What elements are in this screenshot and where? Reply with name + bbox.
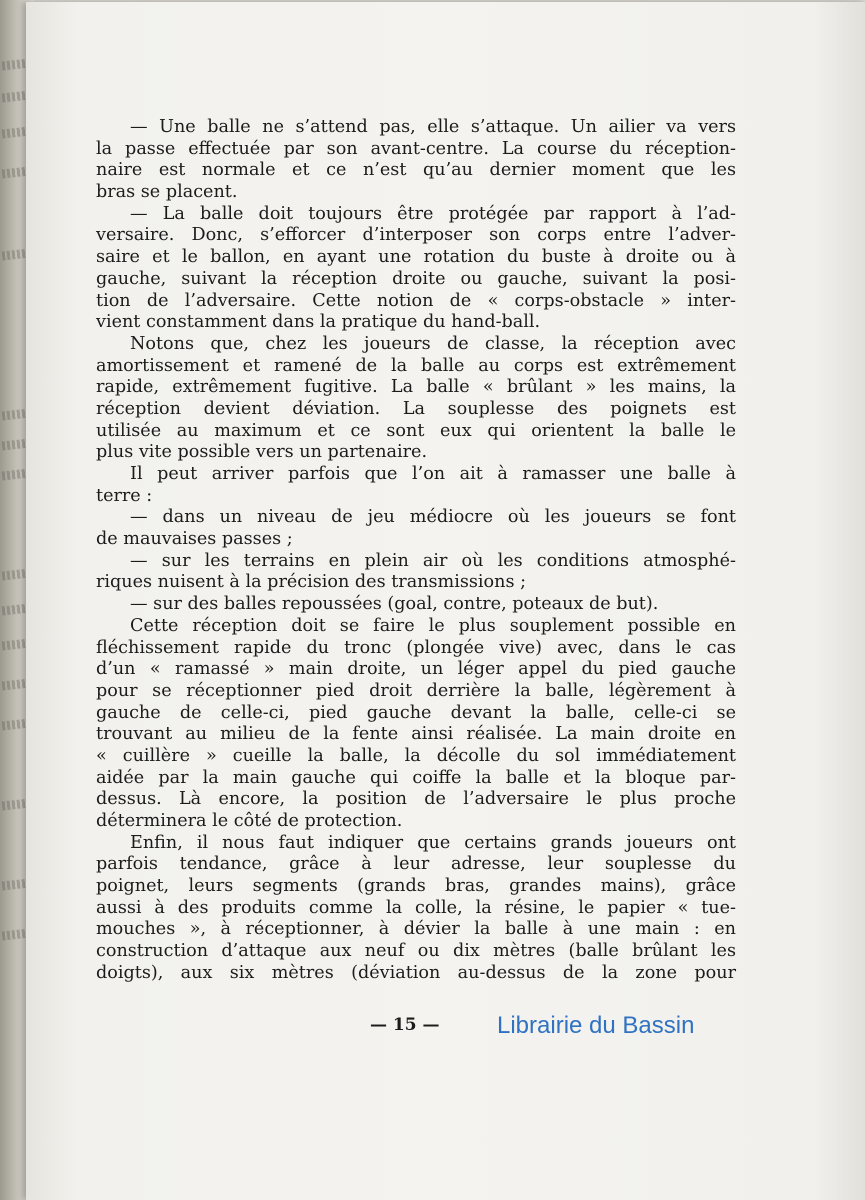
body-text: [96, 117, 736, 985]
text-line: fléchissement rapide du tronc (plongée vive) avec, dans le cas: [96, 637, 736, 658]
text-line: — dans un niveau de jeu médiocre où les joueurs se font: [130, 507, 736, 528]
text-line: réception devient déviation. La souplesse des poignets est: [96, 398, 736, 419]
text-line: déterminera le côté de protection.: [96, 811, 403, 831]
text-line: naire est normale et ce n’est qu’au dernier moment que les: [96, 160, 736, 181]
text-line: utilisée au maximum et ce sont eux qui orientent la balle le: [96, 420, 736, 441]
text-line: vient constamment dans la pratique du hand-ball.: [96, 312, 541, 333]
page-number: — 15 —: [370, 1015, 440, 1035]
text-line: saire et le ballon, en ayant une rotation du buste à droite ou à: [96, 247, 736, 268]
text-line: la passe effectuée par son avant-centre. La course du réception-: [96, 138, 736, 159]
watermark: Librairie du Bassin: [497, 1012, 695, 1039]
text-line: Cette réception doit se faire le plus souplement possible en: [130, 615, 736, 636]
text-line: versaire. Donc, s’efforcer d’interposer son corps entre l’adver-: [96, 225, 736, 246]
text-line: mouches », à réceptionner, à dévier la balle à une main : en: [96, 919, 736, 940]
text-line: — sur des balles repoussées (goal, contre, poteaux de but).: [130, 594, 659, 615]
text-line: aidée par la main gauche qui coiffe la balle et la bloque par-: [96, 767, 736, 788]
text-line: construction d’attaque aux neuf ou dix mètres (balle brûlant les: [96, 941, 736, 962]
text-line: Enfin, il nous faut indiquer que certains grands joueurs ont: [130, 832, 736, 853]
text-line: — La balle doit toujours être protégée par rapport à l’ad-: [130, 203, 736, 224]
text-line: — Une balle ne s’attend pas, elle s’attaque. Un ailier va vers: [130, 117, 736, 137]
text-line: gauche de celle-ci, pied gauche devant la balle, celle-ci se: [96, 702, 736, 723]
text-line: trouvant au milieu de la fente ainsi réalisée. La main droite en: [96, 724, 736, 745]
text-line: « cuillère » cueille la balle, la décolle du sol immédiatement: [96, 745, 736, 766]
text-line: Il peut arriver parfois que l’on ait à ramasser une balle à: [130, 464, 736, 484]
text-line: parfois tendance, grâce à leur adresse, leur souplesse du: [96, 854, 736, 875]
text-line: terre :: [96, 485, 153, 506]
text-line: de mauvaises passes ;: [96, 529, 293, 550]
text-line: gauche, suivant la réception droite ou gauche, suivant la posi-: [96, 268, 736, 289]
text-line: doigts), aux six mètres (déviation au-dessus de la zone pour: [96, 962, 736, 983]
text-line: Notons que, chez les joueurs de classe, la réception avec: [130, 333, 736, 354]
text-line: pour se réceptionner pied droit derrière la balle, légèrement à: [96, 680, 736, 701]
text-line: amortissement et ramené de la balle au corps est extrêmement: [96, 355, 736, 376]
text-line: d’un « ramassé » main droite, un léger appel du pied gauche: [96, 659, 736, 680]
text-line: aussi à des produits comme la colle, la résine, le papier « tue-: [96, 897, 736, 918]
text-line: riques nuisent à la précision des transmissions ;: [96, 572, 527, 593]
text-line: poignet, leurs segments (grands bras, grandes mains), grâce: [96, 876, 736, 897]
text-line: rapide, extrêmement fugitive. La balle « brûlant » les mains, la: [96, 377, 736, 398]
text-line: dessus. Là encore, la position de l’adversaire le plus proche: [96, 789, 736, 810]
text-line: — sur les terrains en plein air où les conditions atmosphé-: [130, 550, 736, 571]
text-line: plus vite possible vers un partenaire.: [96, 442, 428, 463]
text-line: tion de l’adversaire. Cette notion de « corps-obstacle » inter-: [96, 290, 736, 311]
text-line: bras se placent.: [96, 182, 238, 203]
